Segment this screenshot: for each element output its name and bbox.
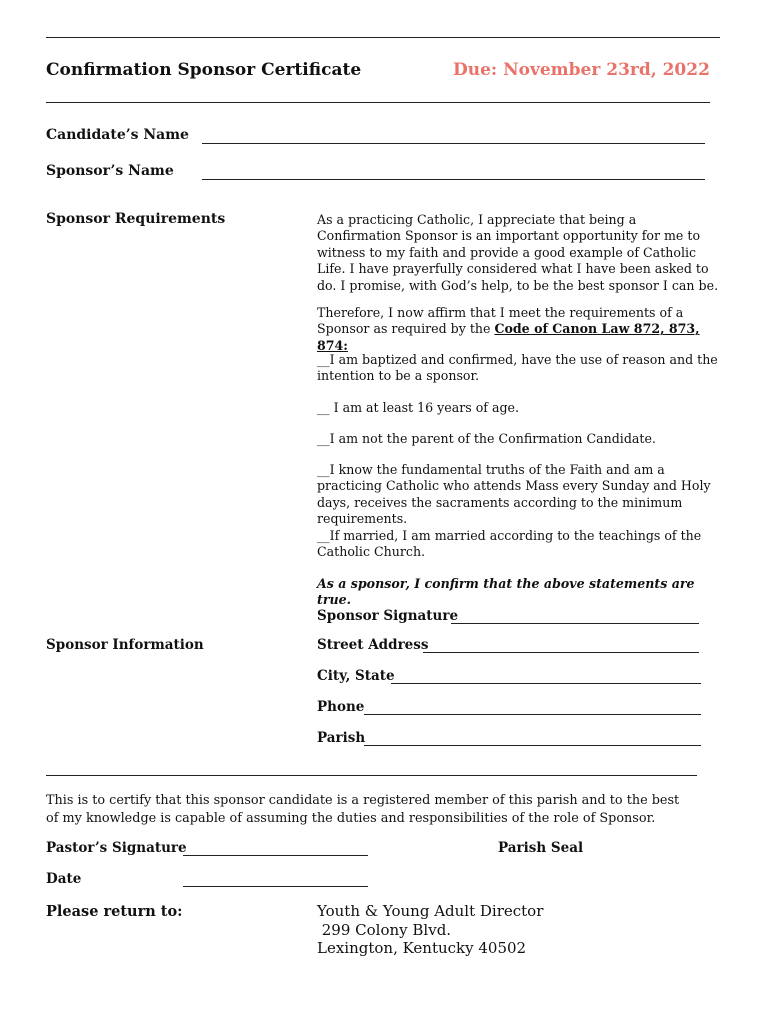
affirm-text: Therefore, I now affirm that I meet the requirements of a Sponsor as required by the <box>317 305 684 337</box>
parish-seal-label: Parish Seal <box>498 840 584 856</box>
section-rule <box>46 775 697 776</box>
phone-label: Phone <box>317 699 365 715</box>
due-date: Due: November 23rd, 2022 <box>453 60 710 80</box>
sponsor-info-heading: Sponsor Information <box>46 637 204 653</box>
canon-law-reference: Code of Canon Law 872, 873, 874: <box>317 321 700 353</box>
requirements-intro: As a practicing Catholic, I appreciate that being a Confirmation Sponsor is an important opportunity for me to witness to my faith and provide a good example of Catholic Life. I have prayerfully considered what I have been asked to do. I promise, with God’s help, to be the best sponsor I can be. <box>317 212 719 293</box>
requirement-item: __I know the fundamental truths of the Faith and am a practicing Catholic who attends Mass every Sunday and Holy days, receives the sacraments according to the minimum requirements. <box>317 462 711 527</box>
confirm-statement: As a sponsor, I confirm that the above statements are true. <box>317 576 695 608</box>
date-field[interactable] <box>183 886 368 887</box>
page-title: Confirmation Sponsor Certificate <box>46 60 362 80</box>
return-address-line3: Lexington, Kentucky 40502 <box>317 939 527 957</box>
requirements-heading: Sponsor Requirements <box>46 211 226 227</box>
requirement-item: __ I am at least 16 years of age. <box>317 400 519 415</box>
sponsor-name-label: Sponsor’s Name <box>46 163 174 179</box>
requirement-item: __If married, I am married according to the teachings of the Catholic Church. <box>317 528 702 560</box>
return-address <box>317 902 543 958</box>
candidate-name-field[interactable] <box>202 143 705 144</box>
street-address-field[interactable] <box>423 652 699 653</box>
city-state-label: City, State <box>317 668 395 684</box>
phone-field[interactable] <box>364 714 701 715</box>
pastor-signature-field[interactable] <box>183 855 368 856</box>
affirm-paragraph <box>317 305 722 354</box>
sponsor-name-field[interactable] <box>202 179 705 180</box>
city-state-field[interactable] <box>391 683 701 684</box>
street-address-label: Street Address <box>317 637 429 653</box>
requirement-item: __I am baptized and confirmed, have the use of reason and the intention to be a sponsor. <box>317 352 718 384</box>
pastor-signature-label: Pastor’s Signature <box>46 840 187 856</box>
certification-text: This is to certify that this sponsor candidate is a registered member of this parish and to the best of my knowledge is capable of assuming the duties and responsibilities of the role of Sponsor. <box>46 793 680 826</box>
top-rule <box>46 37 720 38</box>
date-label: Date <box>46 871 82 887</box>
requirement-item: __I am not the parent of the Confirmation Candidate. <box>317 431 656 446</box>
header-rule <box>46 102 710 103</box>
sponsor-signature-field[interactable] <box>451 623 699 624</box>
candidate-name-label: Candidate’s Name <box>46 127 189 143</box>
return-address-line2: 299 Colony Blvd. <box>317 920 452 939</box>
return-address-line1: Youth & Young Adult Director <box>317 902 544 920</box>
return-label: Please return to: <box>46 903 183 920</box>
parish-field[interactable] <box>364 745 701 746</box>
parish-label: Parish <box>317 730 366 746</box>
sponsor-signature-label: Sponsor Signature <box>317 608 459 624</box>
